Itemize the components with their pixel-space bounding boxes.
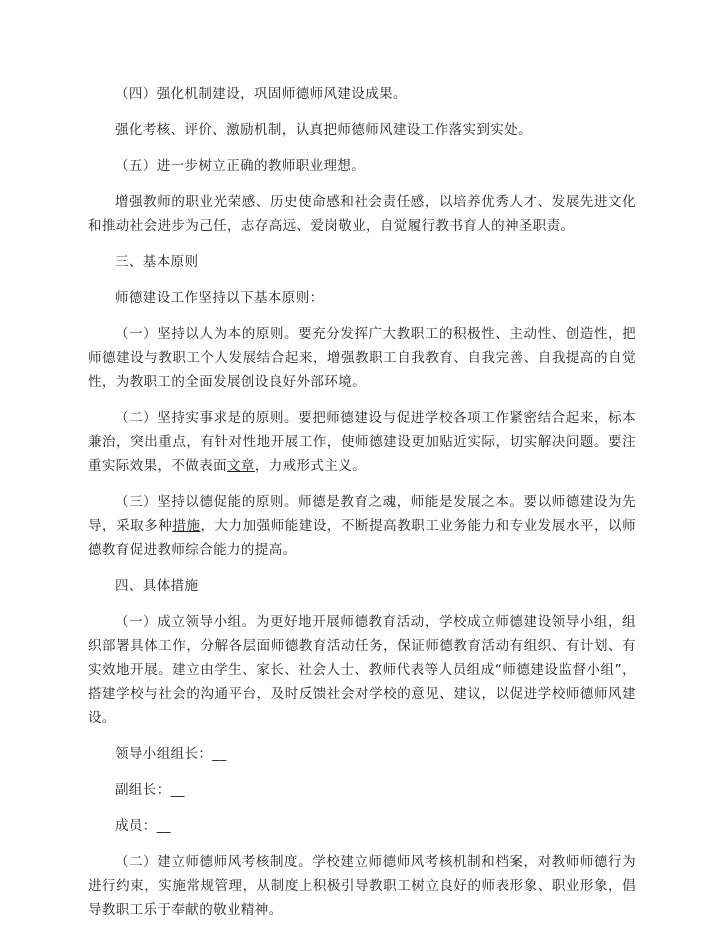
chapter-heading-measures: 四、具体措施	[115, 578, 199, 594]
principle-2-text-b: ，力戒形式主义。	[254, 458, 367, 474]
principle-1: （一）坚持以人为本的原则。要充分发挥广大教职工的积极性、主动性、创造性，把师德建设与教职工个人发展结合起来，增强教职工自我教育、自我完善、自我提高的自觉性，为教职工的全面发展创设良好外部环境。	[88, 326, 636, 390]
measures-link[interactable]: 措施	[172, 518, 201, 534]
paragraph: 强化考核、评价、激励机制，认真把师德师风建设工作落实到实处。	[115, 122, 532, 138]
section-heading-5: （五）进一步树立正确的教师职业理想。	[115, 158, 366, 174]
principle-3	[88, 490, 636, 562]
deputy-line: 副组长：__	[115, 782, 185, 798]
principle-3-text-a: （三）坚持以德促能的原则。师德是教育之魂，师能是发展之本。要以师德建设为先导，采取多种	[88, 494, 636, 534]
measure-2: （二）建立师德师风考核制度。学校建立师德师风考核机制和档案，对教师师德行为进行约束，实施常规管理，从制度上积极引导教职工树立良好的师表形象、职业形象，倡导教职工乐于奉献的敬业精神。	[88, 854, 636, 918]
chapter-heading-principles: 三、基本原则	[115, 254, 199, 270]
principle-2	[88, 406, 636, 478]
document-page	[88, 82, 636, 934]
article-link[interactable]: 文章	[227, 458, 255, 474]
principle-2-text-a: （二）坚持实事求是的原则。要把师德建设与促进学校各项工作紧密结合起来，标本兼治，突出重点，有针对性地开展工作，使师德建设更加贴近实际，切实解决问题。要注重实际效果，不做表面	[88, 410, 636, 474]
principle-3-text-b: ，大力加强师能建设，不断提高教职工业务能力和专业发展水平，以师德教育促进教师综合能力的提高。	[88, 518, 636, 558]
paragraph: 增强教师的职业光荣感、历史使命感和社会责任感，以培养优秀人才、发展先进文化和推动社会进步为己任，志存高远、爱岗敬业，自觉履行教书育人的神圣职责。	[88, 194, 636, 234]
section-heading-4: （四）强化机制建设，巩固师德师风建设成果。	[115, 86, 407, 102]
members-line: 成员：__	[115, 818, 171, 834]
paragraph: 师德建设工作坚持以下基本原则：	[115, 290, 324, 306]
leader-line: 领导小组组长：__	[115, 746, 227, 762]
measure-1: （一）成立领导小组。为更好地开展师德教育活动，学校成立师德建设领导小组，组织部署具体工作，分解各层面师德教育活动任务，保证师德教育活动有组织、有计划、有实效地开展。建立由学生、家长、社会人士、教师代表等人员组成“师德建设监督小组”，搭建学校与社会的沟通平台，及时反馈社会对学校的意见、建议，以促进学校师德师风建设。	[88, 614, 636, 726]
